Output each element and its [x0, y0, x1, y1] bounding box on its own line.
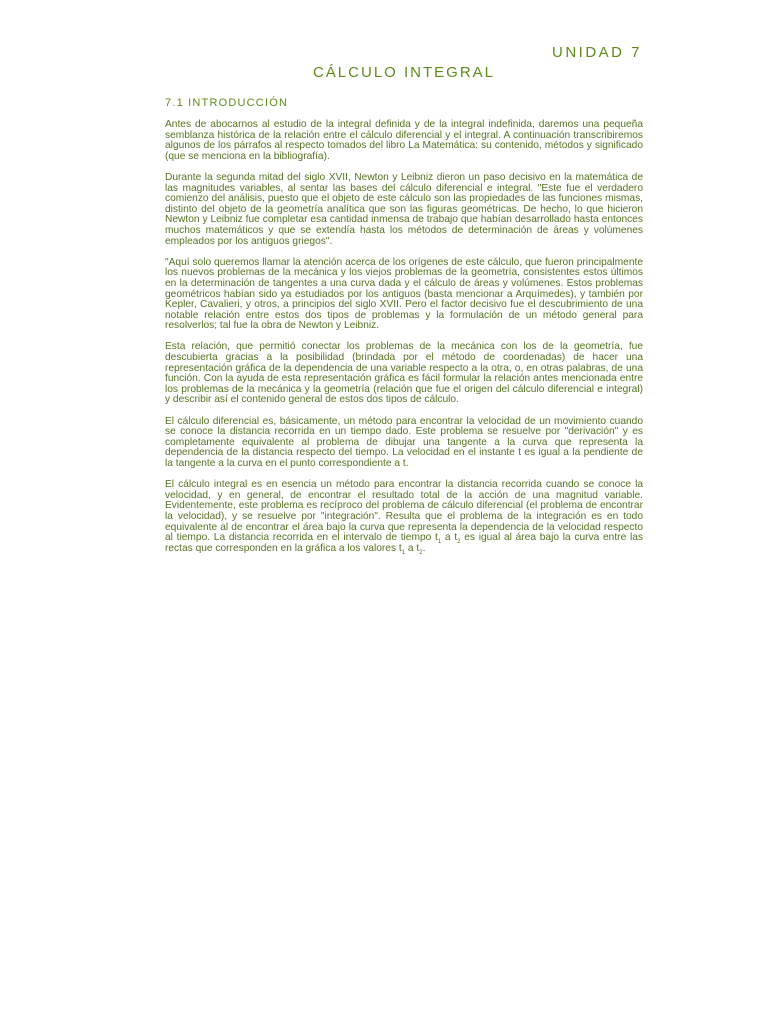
paragraph-newton-leibniz: Durante la segunda mitad del siglo XVII, Newton y Leibniz dieron un paso decisivo en la matemática de las magnitudes variables, al sentar las bases del cálculo diferencial e integral. "Este fue el verdadero comienzo del análisis, puesto que el objeto de este cálculo son las propiedades de las funciones mismas, distinto del objeto de la geometría analítica que son las figuras geométricas. De hecho, lo que hicieron Newton y Leibniz fue completar esa cantidad inmensa de trabajo que habían desarrollado hasta entonces muchos matemáticos y que se extendía hasta los métodos de determinación de áreas y volúmenes empleados por los antiguos griegos".	[165, 171, 643, 247]
paragraph-integral-text-3: es igual al área bajo la curva entre las rectas que corresponden en la gráfica a los valores t	[165, 532, 643, 554]
subscript: 2	[419, 549, 423, 556]
paragraph-origins: "Aquí solo queremos llamar la atención acerca de los orígenes de este cálculo, que fueron principalmente los nuevos problemas de la mecánica y los viejos problemas de la geometría, consistentes estos últimos en la determinación de tangentes a una curva dada y el cálculo de áreas y volúmenes. Estos problemas geométricos habían sido ya estudiados por los antiguos (basta mencionar a Arquímedes), y también por Kepler, Cavalieri, y otros, a principios del siglo XVII. Pero el factor decisivo fue el descubrimiento de una notable relación entre estos dos tipos de problemas y la formulación de un método general para resolverlos; tal fue la obra de Newton y Leibniz.	[165, 256, 643, 332]
subscript: 1	[437, 539, 442, 546]
body-text	[165, 120, 643, 565]
paragraph-integral-text-2: a t	[441, 532, 458, 544]
subscript: 1	[401, 549, 406, 556]
subscript: 2	[457, 539, 461, 546]
section-heading: 7.1 INTRODUCCIÓN	[165, 97, 289, 109]
paragraph-intro: Antes de abocarnos al estudio de la integral definida y de la integral indefinida, daremos una pequeña semblanza histórica de la relación entre el cálculo diferencial y el integral. A continuación transcribiremos algunos de los párrafos al respecto tomados del libro La Matemática: su contenido, métodos y significado (que se menciona en la bibliografía).	[165, 119, 643, 162]
paragraph-differential: El cálculo diferencial es, básicamente, un método para encontrar la velocidad de un movimiento cuando se conoce la distancia recorrida en un tiempo dado. Este problema se resuelve por "derivación" y es completamente equivalente al problema de dibujar una tangente a la curva que representa la dependencia de la distancia respecto del tiempo. La velocidad en el instante t es igual a la pendiente de la tangente a la curva en el punto correspondiente a t.	[165, 415, 643, 469]
paragraph-integral-text-1: El cálculo integral es en esencia un método para encontrar la distancia recorrida cuando se conoce la velocidad, y en general, de encontrar el resultado total de la acción de una magnitud variable. Evidentemente, este problema es recíproco del problema de cálculo diferencial (el problema de encontrar la velocidad), y se resuelve por "integración". Resulta que el problema de la integración es en todo equivalente al de encontrar el área bajo la curva que representa la dependencia de la velocidad respecto al tiempo. La distancia recorrida en el intervalo de tiempo t	[165, 479, 643, 544]
paragraph-integral	[165, 480, 643, 554]
unit-label: UNIDAD 7	[551, 44, 642, 61]
paragraph-integral-text-5: .	[422, 542, 426, 554]
paragraph-integral-text-4: a t	[405, 542, 420, 554]
paragraph-relation: Esta relación, que permitió conectar los problemas de la mecánica con los de la geometría, fue descubierta gracias a la posibilidad (brindada por el método de coordenadas) de hacer una representación gráfica de la dependencia de una variable respecto a la otra, o, en otras palabras, de una función. Con la ayuda de esta representación gráfica es fácil formular la relación antes mencionada entre los problemas de la mecánica y la geometría (relación que fue el origen del cálculo diferencial e integral) y describir así el contenido general de estos dos tipos de cálculo.	[165, 341, 643, 406]
page-title: CÁLCULO INTEGRAL	[312, 64, 496, 81]
